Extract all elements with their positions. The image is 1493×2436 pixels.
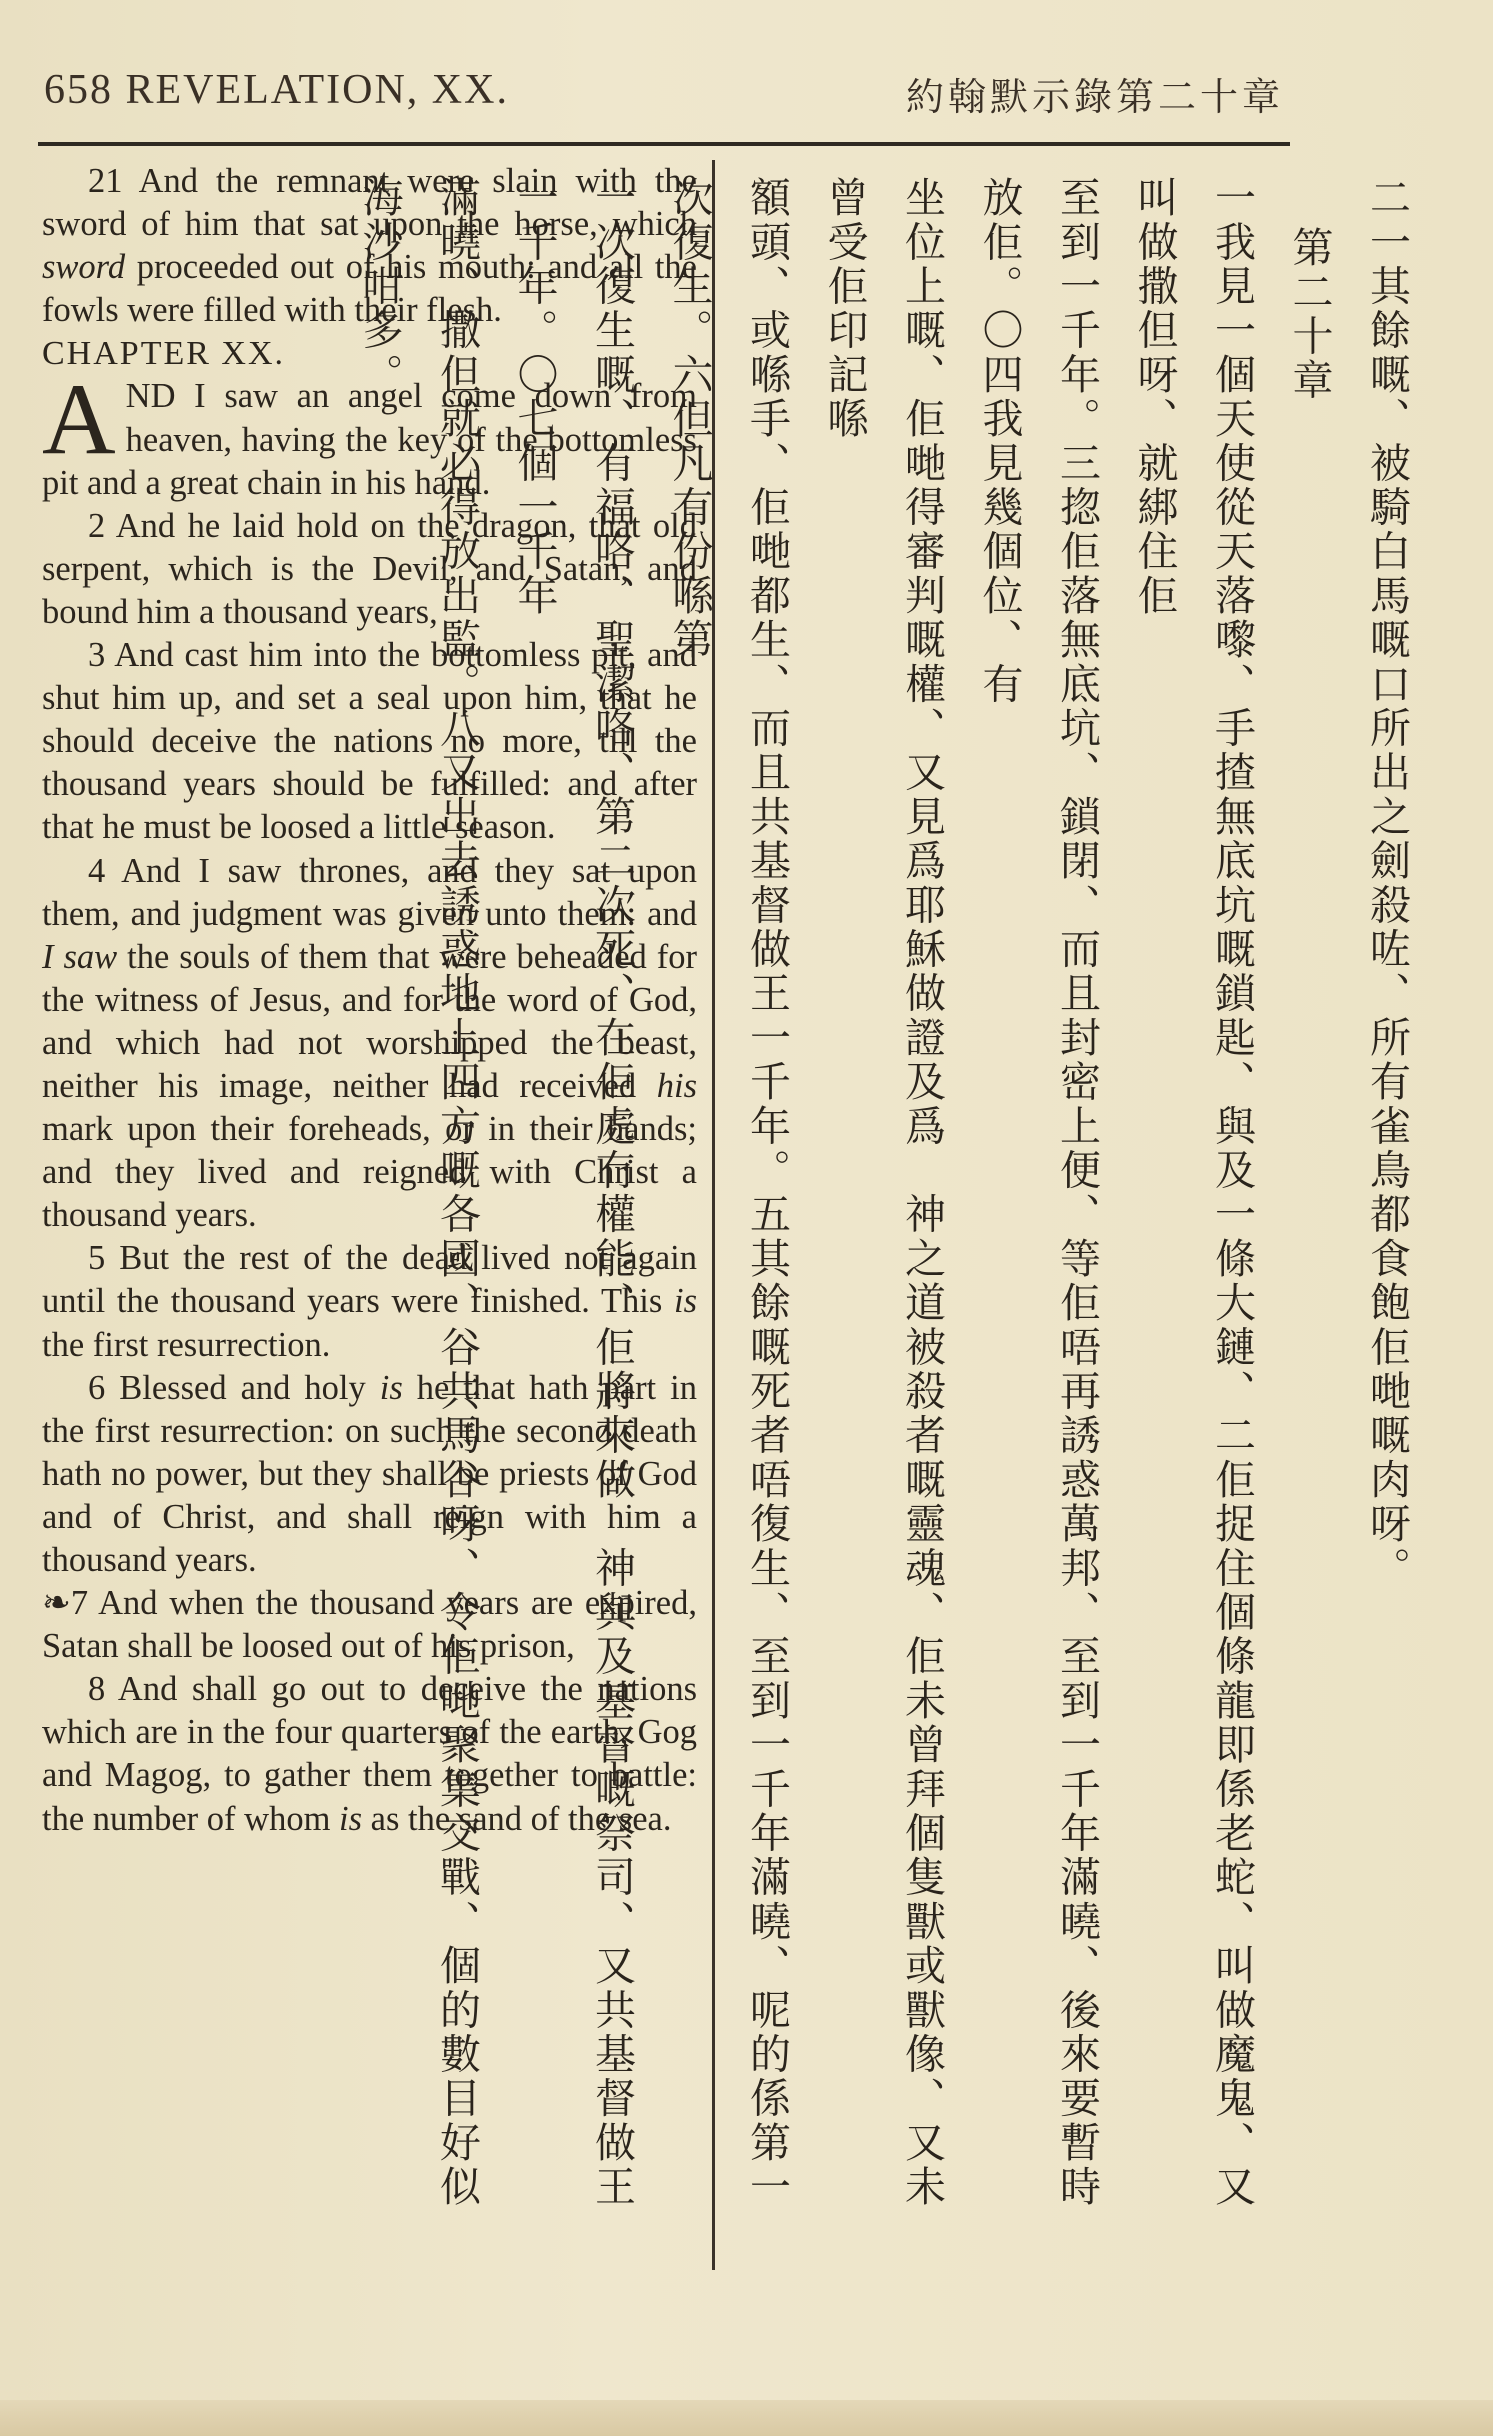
chapter-heading: CHAPTER XX.: [42, 335, 286, 373]
verse-8-text-b: as the sand of the sea.: [362, 1799, 672, 1838]
verse-5-text-b: the first resurrection.: [42, 1325, 331, 1364]
chinese-chapter-heading: 第二十章: [1285, 226, 1334, 403]
verse-5-italic: is: [673, 1282, 697, 1321]
chinese-line-4: 至到一千年。三㧾佢落無底坑、鎖閉、而且封密上便、等佢唔再誘惑萬邦、至到一千年滿曉、後來要暫時放佢。〇四我見幾個位、有: [975, 176, 1101, 2210]
page-header: [44, 66, 1284, 126]
header-english-title: 658 REVELATION, XX.: [44, 67, 509, 113]
verse-1-smallcaps: ND I: [125, 377, 206, 416]
page-bottom-edge: [0, 2400, 1493, 2436]
chinese-line-8: 滿曉、撒但就必得放出監。八又出去誘惑地上四方嘅各國、谷共馬谷呀、令佢哋聚集交戰、個的數目好似海沙咁多。: [355, 176, 481, 2210]
verse-4-text-a: 4 And I saw thrones, and they sat upon them, and judgment was given unto them: and: [42, 851, 697, 933]
header-rule: [38, 142, 1290, 146]
chinese-line-3: 一我見一個天使從天落嚟、手揸無底坑嘅鎖匙、與及一條大鏈、二佢捉住個條龍即係老蛇、叫做魔鬼、又叫做撒但呀、就綁住佢: [1130, 176, 1256, 2210]
verse-8-italic: is: [339, 1799, 363, 1838]
verse-21-text-end: proceeded out of his mouth: and all the fowls were filled with their flesh.: [42, 248, 697, 330]
verse-21-italic: sword: [42, 248, 126, 287]
verse-4-italic-1: I saw: [42, 937, 118, 976]
paragraph-mark-icon: ❧: [42, 1584, 71, 1623]
chinese-line-6: 額頭、或喺手、佢哋都生、而且共基督做王一千年。五其餘嘅死者唔復生、至到一千年滿曉、呢的係第一次復生。六但凡有份喺第: [665, 176, 791, 2210]
verse-4-italic-2: his: [656, 1066, 697, 1105]
verse-6-text-b: he that hath part in the first resurrection: on such the second death hath no power, but they shall be priests of God and of Christ, and shall reign with him a thousand years.: [42, 1368, 697, 1579]
chinese-line-1: 二一其餘嘅、被騎白馬嘅口所出之劍殺咗、所有雀鳥都食飽佢哋嘅肉呀。: [1363, 176, 1411, 1591]
header-chinese-title: 約翰默示錄第二十章: [905, 75, 1284, 119]
chinese-line-7: 一次復生嘅、有福咯、聖潔咯、第二次死、在佢處冇權能、佢將來做 神與及基督嘅祭司、又共基督做王一千年。〇七個一千年: [510, 176, 636, 2210]
verse-5-text-a: 5 But the rest of the dead lived not again until the thousand years were finished. This: [42, 1239, 697, 1321]
verse-4-text-c: mark upon their foreheads, or in their hands; and they lived and reigned with Christ a thousand years.: [42, 1110, 697, 1235]
verse-3: 3 And cast him into the bottomless pit, and shut him up, and set a seal upon him, that he should deceive the nations no more, till the thousand years should be fulfilled: and after that he must be loosed a little season.: [42, 636, 697, 847]
verse-2: 2 And he laid hold on the dragon, that old serpent, which is the Devil, and Satan, and bound him a thousand years,: [42, 506, 697, 631]
verse-6-italic: is: [379, 1368, 403, 1407]
verse-8-text-a: 8 And shall go out to deceive the nations which are in the four quarters of the earth, Gog and Magog, to gather them together to battle: the number of whom: [42, 1670, 697, 1838]
verse-7-text: 7 And when the thousand years are expired, Satan shall be loosed out of his prison,: [42, 1584, 697, 1666]
verse-1-text: saw an angel come down from heaven, having the key of the bottomless pit and a great chain in his hand.: [42, 377, 697, 502]
chinese-line-5: 坐位上嘅、佢哋得審判嘅權、又見爲耶穌做證及爲 神之道被殺者嘅靈魂、佢未曾拜個隻獸或獸像、又未曾受佢印記喺: [820, 176, 946, 2210]
verse-21-text: 21 And the remnant were slain with the sword of him that sat upon the horse, which: [42, 162, 697, 244]
verse-6-text-a: 6 Blessed and holy: [88, 1368, 380, 1407]
verse-4-text-b: the souls of them that were beheaded for the witness of Jesus, and for the word of God, and which had not worshipped the beast, neither his image, neither had received: [42, 937, 697, 1105]
drop-cap-letter: A: [42, 363, 116, 477]
